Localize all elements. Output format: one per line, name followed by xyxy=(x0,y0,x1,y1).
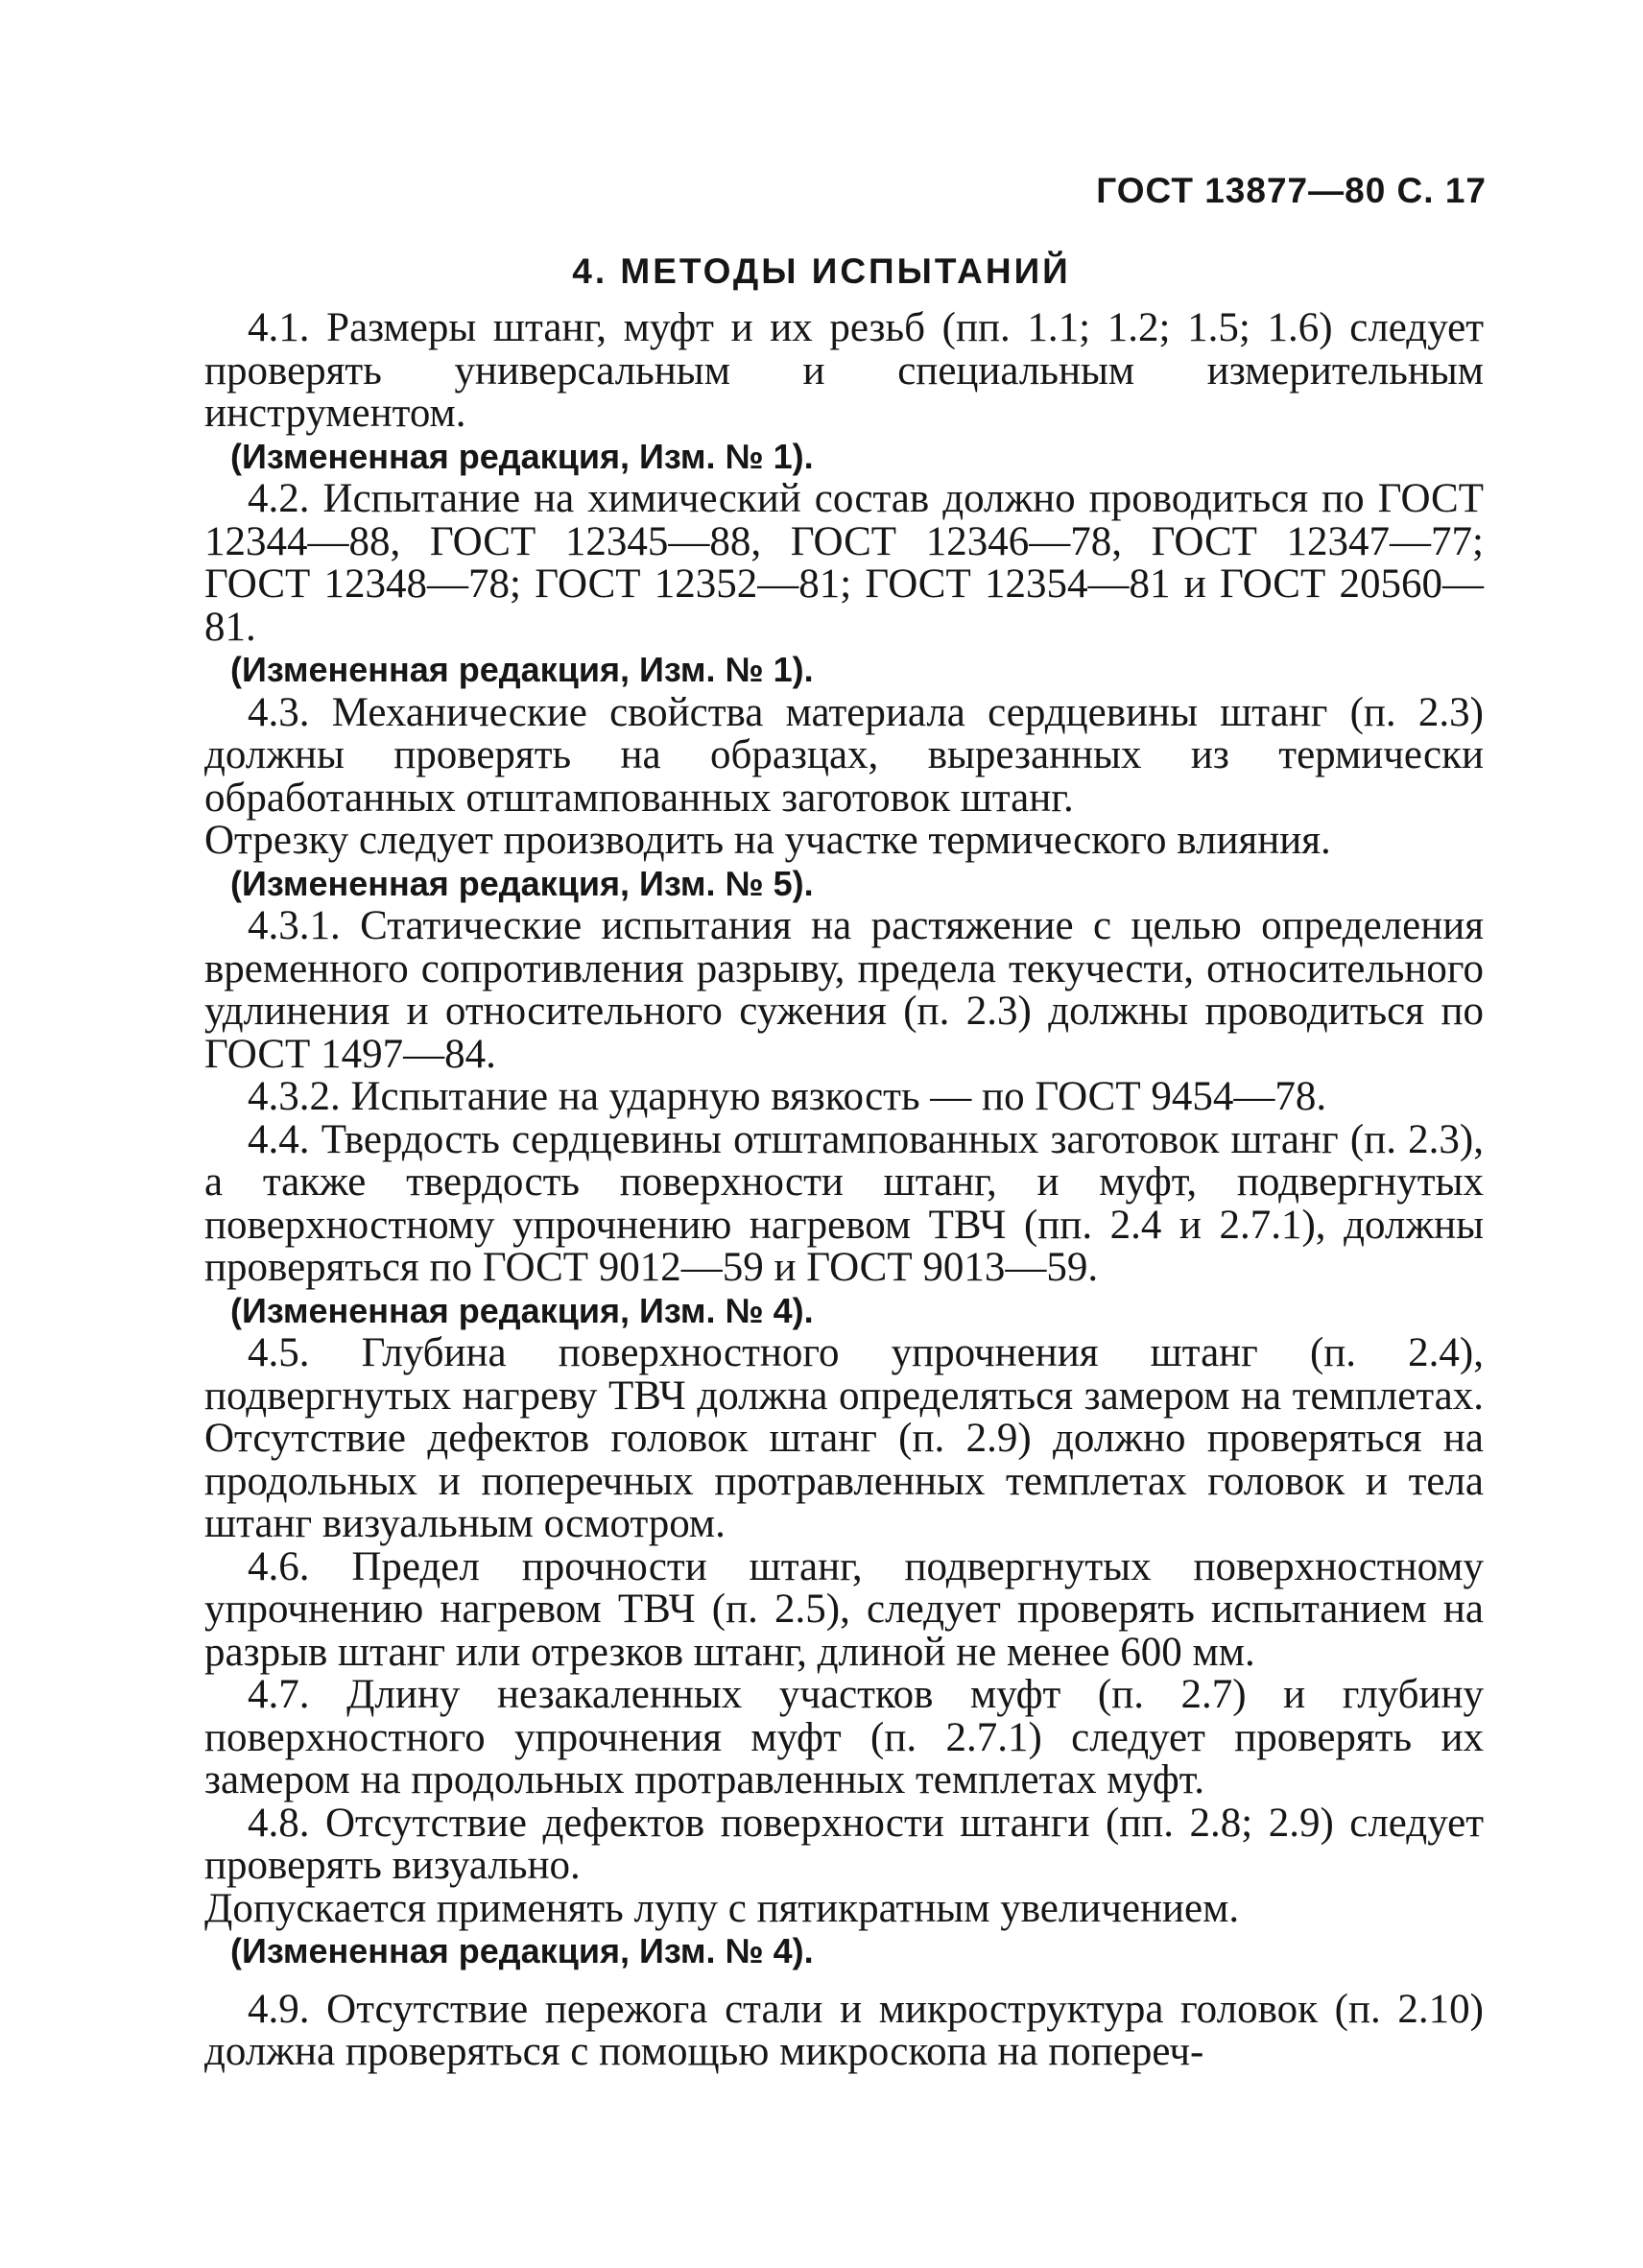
paragraph-4-8-continuation: Допускается применять лупу с пятикратным увеличением. xyxy=(204,1885,1240,1931)
revision-note: (Измененная редакция, Изм. № 5). xyxy=(230,863,814,903)
paragraph-4-2: 4.2. Испытание на химический состав должно проводиться по ГОСТ 12344—88, ГОСТ 12345—88, ГОСТ 12346—78, ГОСТ 12347—77; ГОСТ 12348—78; ГОСТ 12352—81; ГОСТ 12354—81 и ГОСТ 20560—81. xyxy=(204,476,1484,650)
paragraph-4-6: 4.6. Предел прочности штанг, подвергнутых поверхностному упрочнению нагревом ТВЧ (п. 2.5), следует проверять испытанием на разрыв штанг или отрезков штанг, длиной не менее 600 мм. xyxy=(204,1543,1484,1675)
paragraph-4-3-1: 4.3.1. Статические испытания на растяжение с целью определения временного сопротивления разрыву, предела текучести, относительного удлинения и относительного сужения (п. 2.3) должны проводиться по ГОСТ 1497—84. xyxy=(204,903,1484,1077)
section-body xyxy=(204,307,1484,2074)
paragraph-4-8: 4.8. Отсутствие дефектов поверхности штанги (пп. 2.8; 2.9) следует проверять визуально. xyxy=(204,1800,1484,1888)
paragraph-4-3-2: 4.3.2. Испытание на ударную вязкость — по ГОСТ 9454—78. xyxy=(248,1074,1327,1119)
revision-note: (Измененная редакция, Изм. № 1). xyxy=(230,650,814,689)
revision-note: (Измененная редакция, Изм. № 4). xyxy=(230,1931,814,1970)
paragraph-4-3: 4.3. Механические свойства материала сердцевины штанг (п. 2.3) должны проверять на образцах, вырезанных из термически обработанных отштампованных заготовок штанг. xyxy=(204,689,1484,821)
paragraph-4-5: 4.5. Глубина поверхностного упрочнения штанг (п. 2.4), подвергнутых нагреву ТВЧ должна определяться замером на темплетах. Отсутствие дефектов головок штанг (п. 2.9) должно проверяться на продольных и поперечных протравленных темплетах головок и тела штанг визуальным осмотром. xyxy=(204,1330,1484,1546)
paragraph-4-4: 4.4. Твердость сердцевины отштампованных заготовок штанг (п. 2.3), а также твердость поверхности штанг, и муфт, подвергнутых поверхностному упрочнению нагревом ТВЧ (пп. 2.4 и 2.7.1), должны проверяться по ГОСТ 9012—59 и ГОСТ 9013—59. xyxy=(204,1116,1484,1290)
revision-note: (Измененная редакция, Изм. № 4). xyxy=(230,1290,814,1330)
page-header: ГОСТ 13877—80 С. 17 xyxy=(1096,171,1487,210)
revision-note: (Измененная редакция, Изм. № 1). xyxy=(230,436,814,476)
paragraph-4-7: 4.7. Длину незакаленных участков муфт (п. 2.7) и глубину поверхностного упрочнения муфт (п. 2.7.1) следует проверять их замером на продольных протравленных темплетах муфт. xyxy=(204,1672,1484,1802)
section-title: 4. МЕТОДЫ ИСПЫТАНИЙ xyxy=(572,251,1071,291)
paragraph-4-1: 4.1. Размеры штанг, муфт и их резьб (пп. 1.1; 1.2; 1.5; 1.6) следует проверять универсальным и специальным измерительным инструментом. xyxy=(204,305,1484,436)
paragraph-4-3-continuation: Отрезку следует производить на участке термического влияния. xyxy=(204,818,1331,863)
paragraph-4-9: 4.9. Отсутствие пережога стали и микроструктура головок (п. 2.10) должна проверяться с помощью микроскопа на попереч- xyxy=(204,1986,1484,2074)
